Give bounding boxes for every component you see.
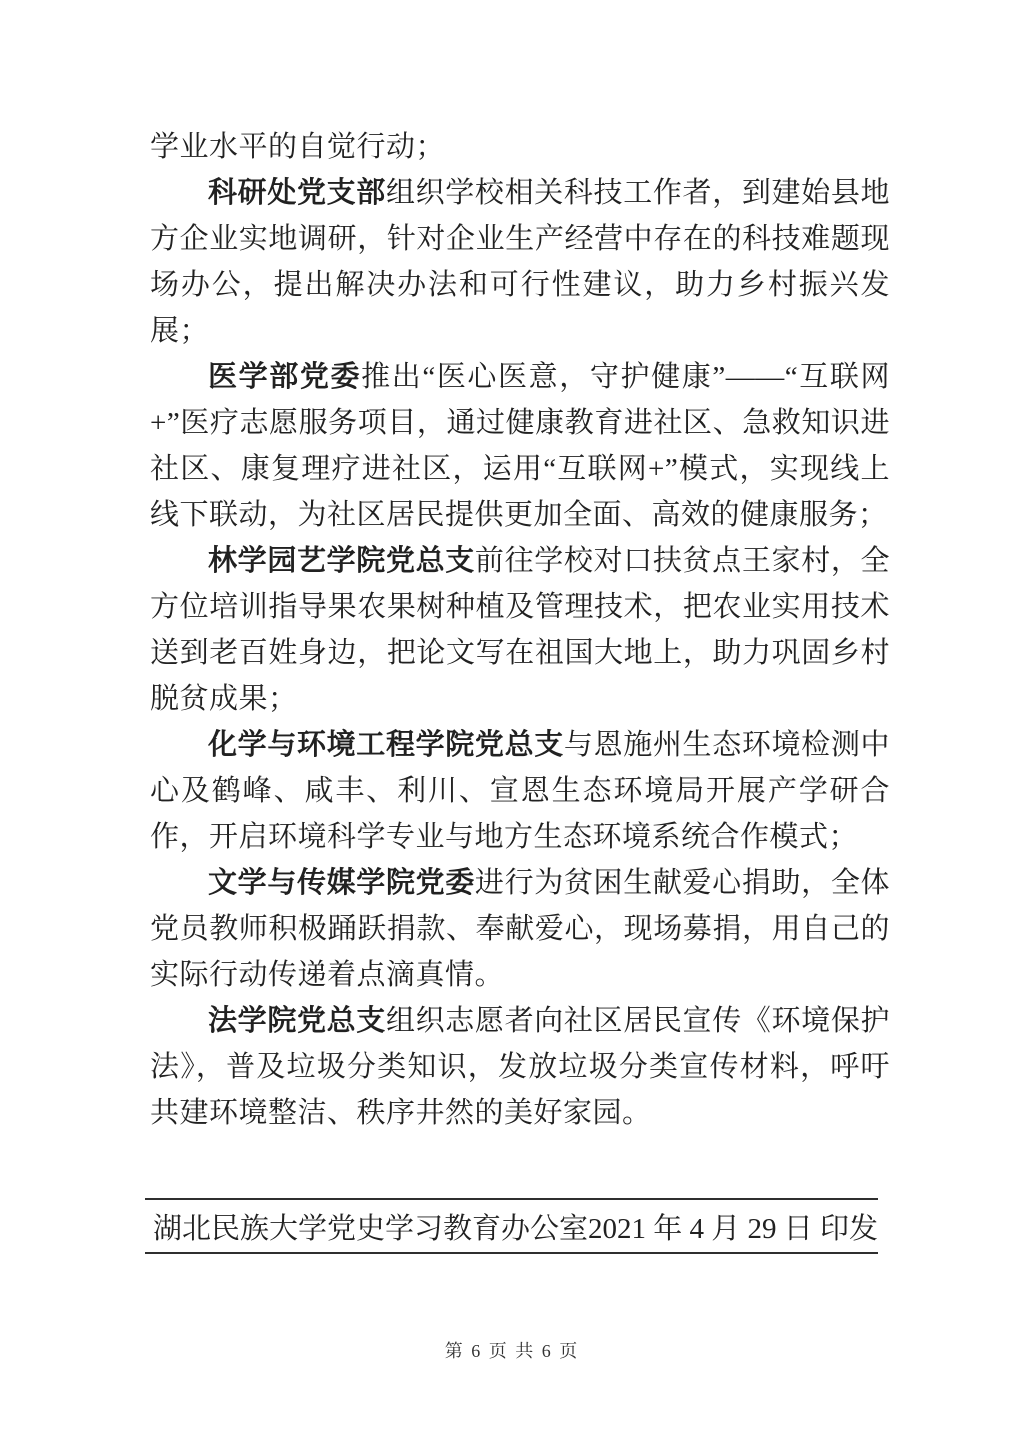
body-paragraph [150, 538, 890, 722]
paragraph-text: 前往学校对口扶贫点王家村，全方位培训指导果农果树种植及管理技术，把农业实用技术送到老百姓身边，把论文写在祖国大地上，助力巩固乡村脱贫成果； [150, 545, 890, 715]
paragraph-text: 组织学校相关科技工作者，到建始县地方企业实地调研，针对企业生产经营中存在的科技难题现场办公，提出解决办法和可行性建议，助力乡村振兴发展； [150, 177, 890, 347]
paragraph-text: 学业水平的自觉行动； [150, 131, 446, 163]
footer-rule-bottom [145, 1252, 878, 1254]
body-paragraph [150, 170, 890, 354]
paragraph-text: 与恩施州生态环境检测中心及鹤峰、咸丰、利川、宣恩生态环境局开展产学研合作，开启环境科学专业与地方生态环境系统合作模式； [150, 729, 890, 853]
paragraph-lead: 林学园艺学院党总支 [208, 545, 475, 577]
paragraph-lead: 医学部党委 [208, 361, 362, 393]
issue-date: 2021 年 4 月 29 日 印发 [588, 1212, 879, 1245]
paragraph-text: 推出“医心医意，守护健康”——“互联网+”医疗志愿服务项目，通过健康教育进社区、急救知识进社区、康复理疗进社区，运用“互联网+”模式，实现线上线下联动，为社区居民提供更加全面、高效的健康服务； [150, 361, 890, 531]
body-paragraph [150, 722, 890, 860]
paragraph-lead: 法学院党总支 [208, 1005, 386, 1037]
body-paragraph [150, 860, 890, 998]
issuer-name: 湖北民族大学党史学习教育办公室 [153, 1212, 589, 1245]
page-number: 第 6 页 共 6 页 [444, 1341, 580, 1361]
paragraph-text: 组织志愿者向社区居民宣传《环境保护法》，普及垃圾分类知识，发放垃圾分类宣传材料，呼吁共建环境整洁、秩序井然的美好家园。 [150, 1005, 890, 1129]
paragraph-lead: 化学与环境工程学院党总支 [208, 729, 564, 761]
paragraph-text: 进行为贫困生献爱心捐助，全体党员教师积极踊跃捐款、奉献爱心，现场募捐，用自己的实际行动传递着点滴真情。 [150, 867, 890, 991]
body-paragraph [150, 998, 890, 1136]
paragraph-lead: 科研处党支部 [208, 177, 386, 209]
issuer-row [145, 1200, 878, 1252]
body-paragraph [150, 354, 890, 538]
body-paragraph [150, 124, 890, 170]
paragraph-lead: 文学与传媒学院党委 [208, 867, 475, 899]
document-body [150, 124, 890, 1136]
